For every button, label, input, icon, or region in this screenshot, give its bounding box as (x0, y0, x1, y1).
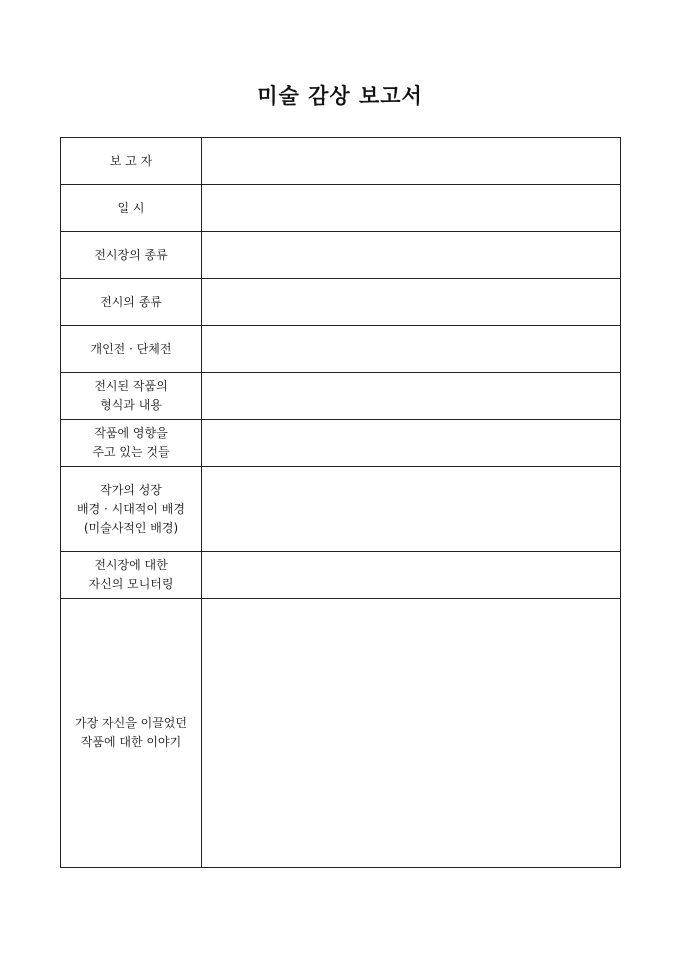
row-value-form-content[interactable] (202, 373, 621, 420)
row-value-exhibition-type[interactable] (202, 279, 621, 326)
table-row (61, 279, 621, 326)
row-label-form-content: 전시된 작품의 형식과 내용 (61, 373, 202, 420)
row-label-datetime: 일 시 (61, 185, 202, 232)
row-value-reporter[interactable] (202, 138, 621, 185)
table-row (61, 138, 621, 185)
table-row (61, 232, 621, 279)
row-value-favorite-work[interactable] (202, 599, 621, 868)
table-row (61, 185, 621, 232)
table-row (61, 326, 621, 373)
row-label-exhibition-type: 전시의 종류 (61, 279, 202, 326)
row-label-monitoring: 전시장에 대한 자신의 모니터링 (61, 552, 202, 599)
table-row (61, 467, 621, 552)
report-title: 미술 감상 보고서 (257, 83, 423, 108)
table-row (61, 599, 621, 868)
row-label-reporter: 보 고 자 (61, 138, 202, 185)
row-label-influences: 작품에 영향을 주고 있는 것들 (61, 420, 202, 467)
table-row (61, 420, 621, 467)
table-row (61, 552, 621, 599)
report-table (60, 137, 621, 868)
row-value-artist-background[interactable] (202, 467, 621, 552)
row-value-influences[interactable] (202, 420, 621, 467)
row-value-venue-type[interactable] (202, 232, 621, 279)
row-value-datetime[interactable] (202, 185, 621, 232)
table-row (61, 373, 621, 420)
row-value-monitoring[interactable] (202, 552, 621, 599)
row-label-solo-group: 개인전 · 단체전 (61, 326, 202, 373)
row-label-favorite-work: 가장 자신을 이끌었던 작품에 대한 이야기 (61, 599, 202, 868)
row-value-solo-group[interactable] (202, 326, 621, 373)
row-label-venue-type: 전시장의 종류 (61, 232, 202, 279)
row-label-artist-background: 작가의 성장 배경 · 시대적이 배경 (미술사적인 배경) (61, 467, 202, 552)
